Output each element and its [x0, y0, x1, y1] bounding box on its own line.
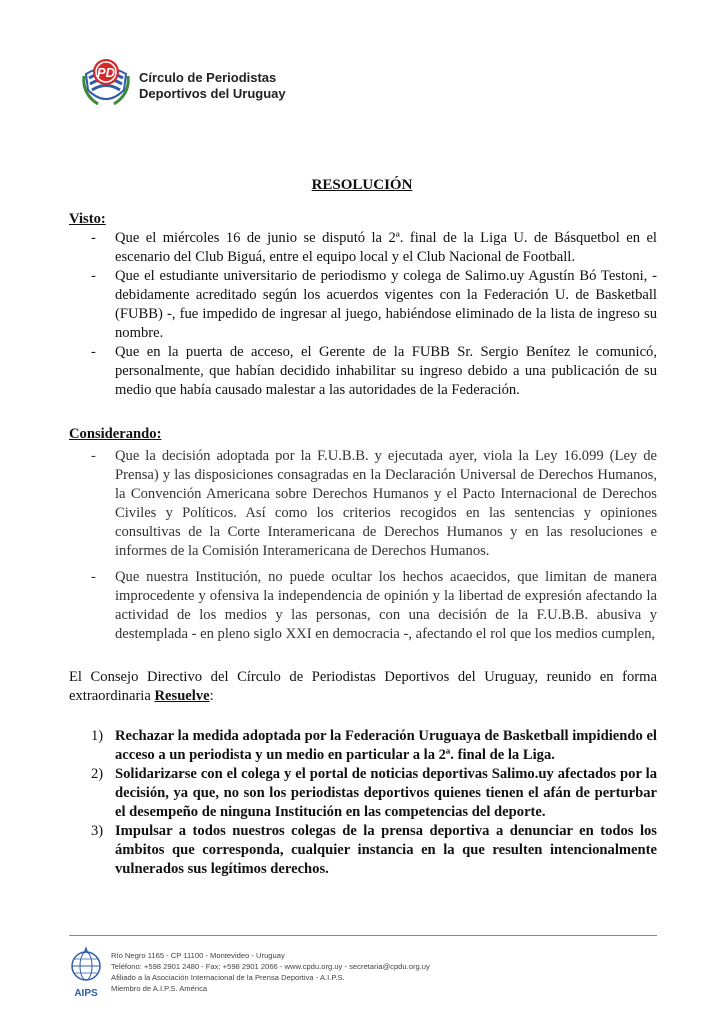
resolution-text: Solidarizarse con el colega y el portal de noticias deportivas Salimo.uy afectados por la decisión, ya que, no son los periodistas deportivos quienes tienen el afán de perturbar el desempeño de ninguna Institución en las competencias del deporte. — [115, 766, 657, 820]
resolutions-list — [69, 727, 657, 879]
resolution-item — [69, 765, 657, 822]
resuelve-colon: : — [209, 688, 214, 704]
footer-divider — [69, 935, 657, 936]
aips-logo-text: AIPS — [74, 988, 98, 999]
footer-info — [111, 950, 430, 994]
resolution-item — [69, 822, 657, 879]
resolution-item — [69, 727, 657, 765]
considerando-item: - Que la decisión adoptada por la F.U.B.B. y ejecutada ayer, viola la Ley 16.099 (Ley de Prensa) y las disposiciones consagradas en la Declaración Universal de Derechos Humanos, la Convención Americana sobre Derechos Humanos y el Pacto Internacional de Derechos Civiles y Políticos. Así como los criterios recogidos en las sentencias y opiniones consultivas de la Corte Interamericana de Derechos Humanos y en las resoluciones e informes de la Comisión Interamericana de Derechos Humanos. — [69, 447, 657, 561]
footer-member: Miembro de A.I.P.S. América — [111, 984, 208, 993]
resuelve-label: Resuelve — [154, 688, 210, 704]
visto-item: - Que en la puerta de acceso, el Gerente de la FUBB Sr. Sergio Benítez le comunicó, personalmente, que habían decidido inhabilitar su ingreso debido a una publicación de su medio que había causado malestar a las autoridades de la Federación. — [69, 343, 657, 400]
org-name — [139, 70, 286, 102]
resolution-number: 3) — [91, 823, 104, 839]
resolution-number: 1) — [91, 728, 104, 744]
visto-item: - Que el miércoles 16 de junio se disputó la 2ª. final de la Liga U. de Básquetbol en el escenario del Club Biguá, entre el equipo local y el Club Nacional de Football. — [69, 229, 657, 267]
org-name-line1: Círculo de Periodistas — [139, 70, 277, 85]
resolution-number: 2) — [91, 766, 104, 782]
visto-item: - Que el estudiante universitario de periodismo y colega de Salimo.uy Agustín Bó Testoni, - debidamente acreditado según los acuerdos vigentes con la Federación U. de Basketball (FUBB) -, fue impedido de ingresar al juego, habiéndose eliminado de la lista de ingreso su nombre. — [69, 267, 657, 343]
svg-text:PD: PD — [96, 65, 116, 80]
visto-section — [69, 210, 657, 400]
consejo-paragraph — [69, 668, 657, 706]
considerando-heading: Considerando: — [69, 426, 162, 442]
resolution-text: Rechazar la medida adoptada por la Federación Uruguaya de Basketball impidiendo el acceso a un periodista y un medio en particular a la 2ª. final de la Liga. — [115, 728, 657, 763]
considerando-section — [69, 425, 657, 644]
footer-address: Río Negro 1165 - CP 11100 - Montevideo - Uruguay — [111, 951, 285, 960]
consejo-text: El Consejo Directivo del Círculo de Periodistas Deportivos del Uruguay, reunido en forma extraordinaria — [69, 669, 657, 704]
aips-logo — [68, 944, 104, 1002]
cpdu-logo — [80, 54, 132, 110]
document-title: RESOLUCIÓN — [311, 177, 413, 193]
considerando-item: - Que nuestra Institución, no puede ocultar los hechos acaecidos, que limitan de manera improcedente y ofensiva la independencia de opinión y la libertad de expresión afectando la actividad de los medios y las personas, con una decisión de la F.U.B.B. abusiva y destemplada - en pleno siglo XXI en democracia -, afectando el rol que los medios cumplen, — [69, 568, 657, 644]
visto-list — [69, 229, 657, 400]
org-name-line2: Deportivos del Uruguay — [139, 86, 286, 101]
resolution-text: Impulsar a todos nuestros colegas de la prensa deportiva a denunciar en todos los ámbitos que corresponda, cualquier instancia en la que resulten intencionalmente vulnerados sus legítimos derechos. — [115, 823, 657, 877]
footer-contact: Teléfono: +598 2901 2480 - Fax: +598 2901 2066 - www.cpdu.org.uy - secretaria@cpdu.org.uy — [111, 962, 430, 971]
resolutions-section — [69, 727, 657, 879]
footer-affiliation: Afiliado a la Asociación Internacional de la Prensa Deportiva - A.I.P.S. — [111, 973, 345, 982]
visto-heading: Visto: — [69, 211, 106, 227]
considerando-list — [69, 447, 657, 644]
